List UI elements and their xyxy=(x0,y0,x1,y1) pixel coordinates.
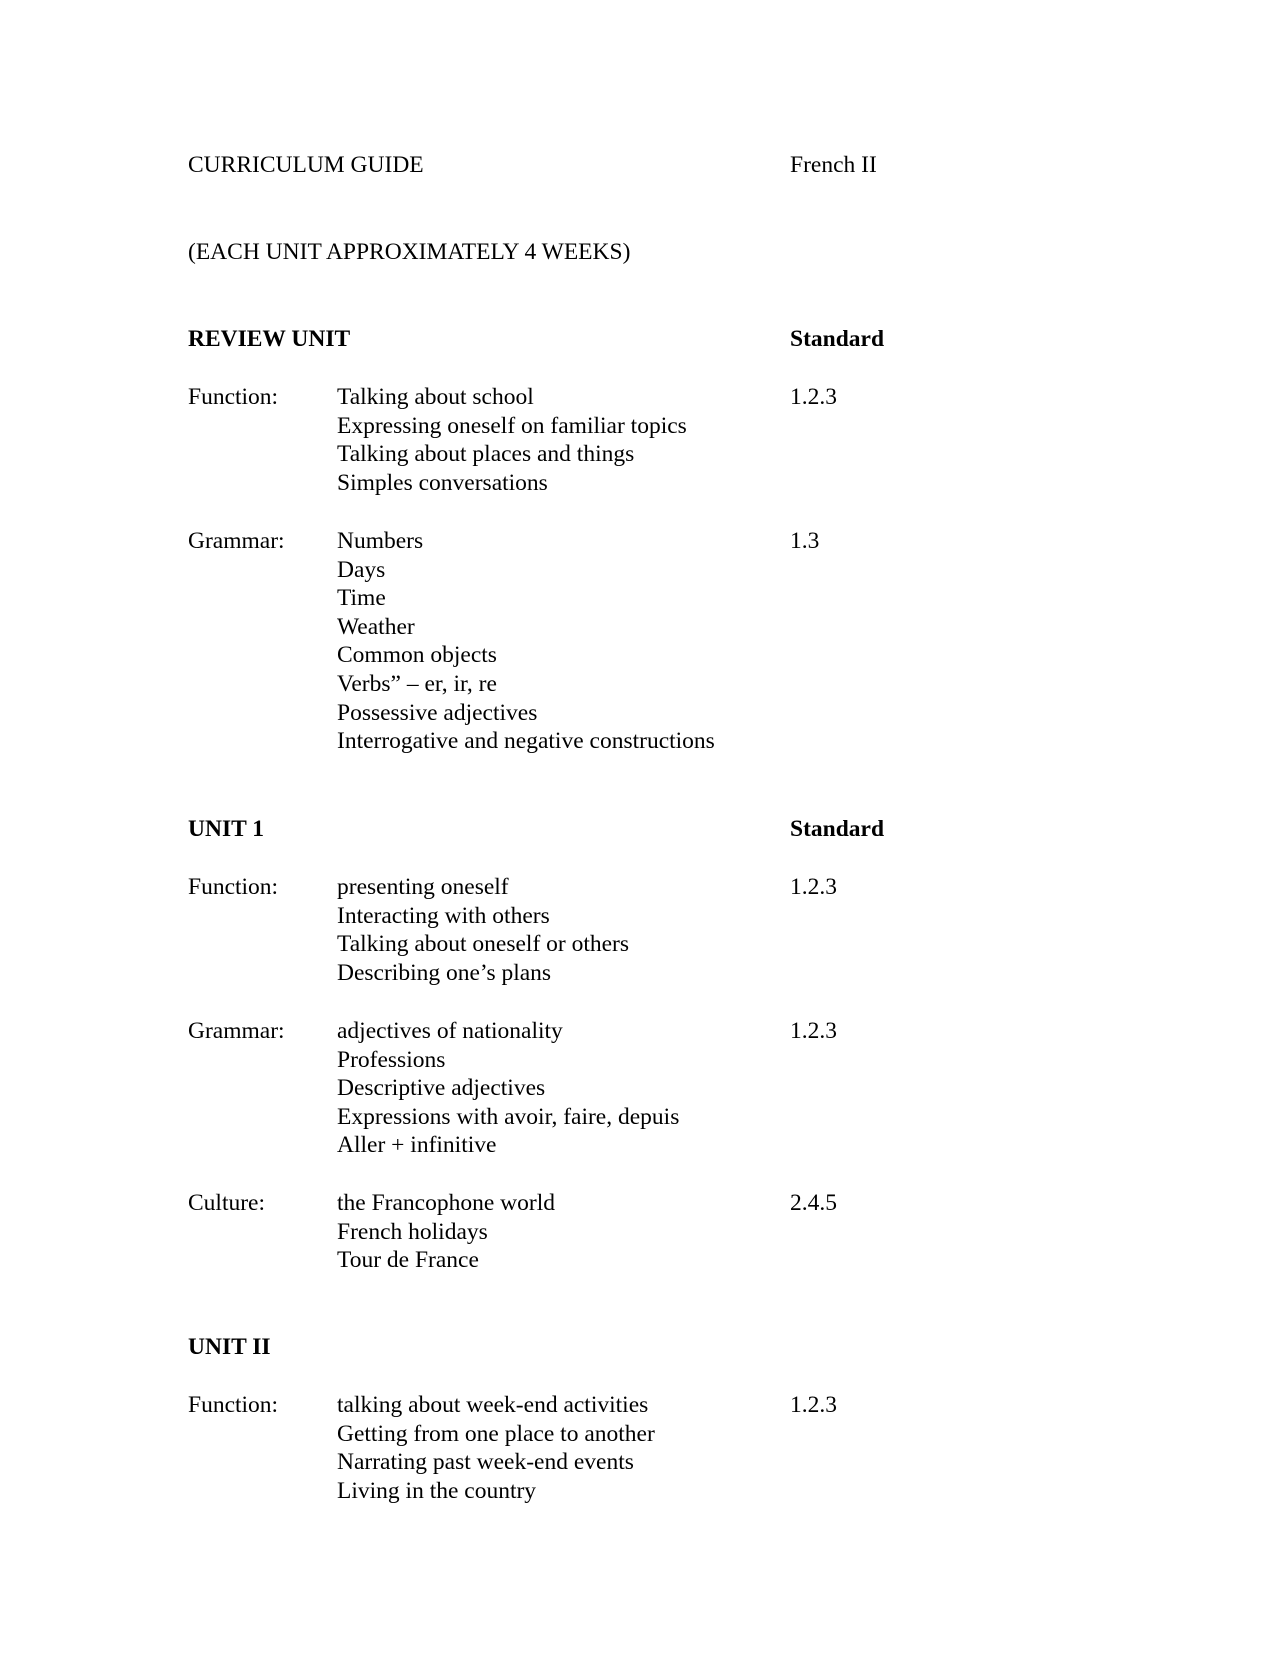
section-standard: 1.2.3 xyxy=(790,874,837,900)
list-item: Verbs” – er, ir, re xyxy=(337,670,497,697)
list-item: Time xyxy=(337,585,386,612)
standard-heading-review: Standard xyxy=(790,326,885,352)
list-item: Talking about oneself or others xyxy=(337,931,630,958)
list-item: Simples conversations xyxy=(337,469,548,496)
list-item: Narrating past week-end events xyxy=(337,1449,634,1476)
list-item: Aller + infinitive xyxy=(337,1132,497,1159)
unit-heading-1: UNIT 1 xyxy=(188,816,264,842)
list-item: Weather xyxy=(337,613,415,640)
section-label-function: Function: xyxy=(188,1392,279,1418)
list-item: Professions xyxy=(337,1046,446,1073)
list-item: Living in the country xyxy=(337,1477,537,1504)
standard-heading-1: Standard xyxy=(790,816,885,842)
unit-heading-2: UNIT II xyxy=(188,1334,271,1360)
section-label-grammar: Grammar: xyxy=(188,528,285,554)
list-item: the Francophone world xyxy=(337,1190,555,1216)
list-item: presenting oneself xyxy=(337,874,509,900)
section-label-function: Function: xyxy=(188,384,279,410)
section-standard: 1.2.3 xyxy=(790,384,837,410)
section-standard: 1.2.3 xyxy=(790,1392,837,1418)
section-label-grammar: Grammar: xyxy=(188,1018,285,1044)
section-standard: 1.2.3 xyxy=(790,1018,837,1044)
document-title: CURRICULUM GUIDE xyxy=(188,152,424,178)
list-item: Describing one’s plans xyxy=(337,959,552,986)
list-item: Expressing oneself on familiar topics xyxy=(337,412,687,439)
section-standard: 1.3 xyxy=(790,528,820,554)
list-item: Getting from one place to another xyxy=(337,1420,655,1447)
list-item: Interrogative and negative constructions xyxy=(337,728,715,755)
list-item: Numbers xyxy=(337,528,424,554)
section-standard: 2.4.5 xyxy=(790,1190,837,1216)
section-items xyxy=(337,1189,555,1275)
list-item: Common objects xyxy=(337,642,497,669)
list-item: Descriptive adjectives xyxy=(337,1075,546,1102)
course-name: French II xyxy=(790,152,877,178)
section-items xyxy=(337,1391,655,1505)
section-label-culture: Culture: xyxy=(188,1190,266,1216)
section-label-function: Function: xyxy=(188,874,279,900)
unit-heading-review: REVIEW UNIT xyxy=(188,326,351,352)
section-items xyxy=(337,383,687,497)
section-items xyxy=(337,527,715,756)
section-items xyxy=(337,873,629,987)
list-item: Tour de France xyxy=(337,1247,479,1274)
section-items xyxy=(337,1017,679,1160)
duration-note: (EACH UNIT APPROXIMATELY 4 WEEKS) xyxy=(188,239,631,265)
list-item: Days xyxy=(337,556,386,583)
list-item: Talking about school xyxy=(337,384,534,410)
list-item: adjectives of nationality xyxy=(337,1018,563,1044)
list-item: French holidays xyxy=(337,1218,488,1245)
list-item: Possessive adjectives xyxy=(337,699,538,726)
list-item: Interacting with others xyxy=(337,902,550,929)
list-item: talking about week-end activities xyxy=(337,1392,649,1418)
list-item: Expressions with avoir, faire, depuis xyxy=(337,1103,680,1130)
list-item: Talking about places and things xyxy=(337,441,635,468)
